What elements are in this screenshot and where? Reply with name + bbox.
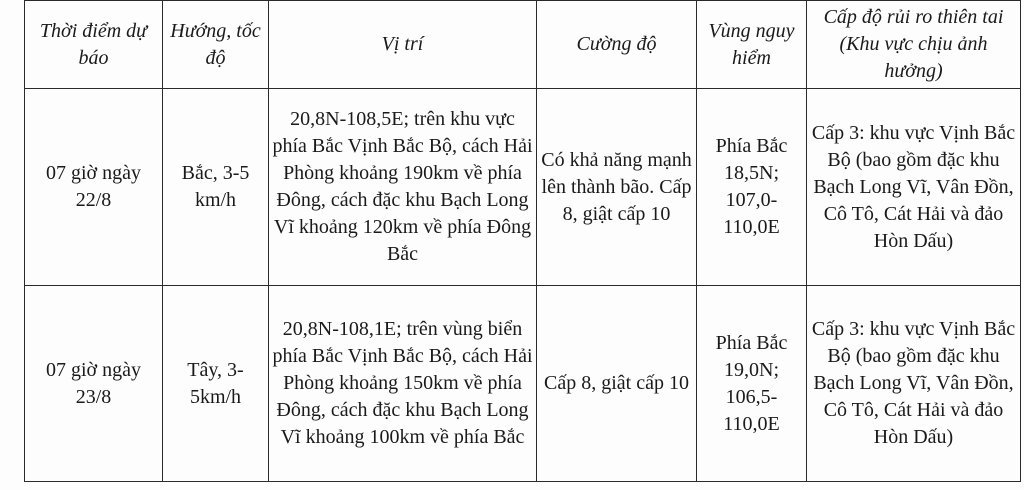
- cell-time: 07 giờ ngày 22/8: [25, 89, 163, 286]
- header-danger-zone: Vùng nguy hiểm: [697, 1, 807, 89]
- cell-time: 07 giờ ngày 23/8: [25, 286, 163, 482]
- header-risk-level: Cấp độ rủi ro thiên tai (Khu vực chịu ảnh hưởng): [807, 1, 1021, 89]
- table-row: [25, 89, 1021, 286]
- table-row: [25, 286, 1021, 482]
- cell-direction: Tây, 3-5km/h: [163, 286, 269, 482]
- cell-risk-level: Cấp 3: khu vực Vịnh Bắc Bộ (bao gồm đặc khu Bạch Long Vĩ, Vân Đồn, Cô Tô, Cát Hải và đảo Hòn Dấu): [807, 286, 1021, 482]
- cell-intensity: Có khả năng mạnh lên thành bão. Cấp 8, giật cấp 10: [537, 89, 697, 286]
- cell-risk-level: Cấp 3: khu vực Vịnh Bắc Bộ (bao gồm đặc khu Bạch Long Vĩ, Vân Đồn, Cô Tô, Cát Hải và đảo Hòn Dấu): [807, 89, 1021, 286]
- cell-danger-zone: Phía Bắc 18,5N; 107,0-110,0E: [697, 89, 807, 286]
- header-direction-speed: Hướng, tốc độ: [163, 1, 269, 89]
- forecast-table: [24, 0, 1021, 482]
- table-header-row: [25, 1, 1021, 89]
- cell-danger-zone: Phía Bắc 19,0N; 106,5-110,0E: [697, 286, 807, 482]
- header-intensity: Cường độ: [537, 1, 697, 89]
- cell-intensity: Cấp 8, giật cấp 10: [537, 286, 697, 482]
- cell-position: 20,8N-108,5E; trên khu vực phía Bắc Vịnh Bắc Bộ, cách Hải Phòng khoảng 190km về phía Đông, cách đặc khu Bạch Long Vĩ khoảng 120km về phía Đông Bắc: [269, 89, 537, 286]
- header-forecast-time: Thời điểm dự báo: [25, 1, 163, 89]
- header-position: Vị trí: [269, 1, 537, 89]
- cell-position: 20,8N-108,1E; trên vùng biển phía Bắc Vịnh Bắc Bộ, cách Hải Phòng khoảng 150km về phía Đông, cách đặc khu Bạch Long Vĩ khoảng 100km về phía Bắc: [269, 286, 537, 482]
- cell-direction: Bắc, 3-5 km/h: [163, 89, 269, 286]
